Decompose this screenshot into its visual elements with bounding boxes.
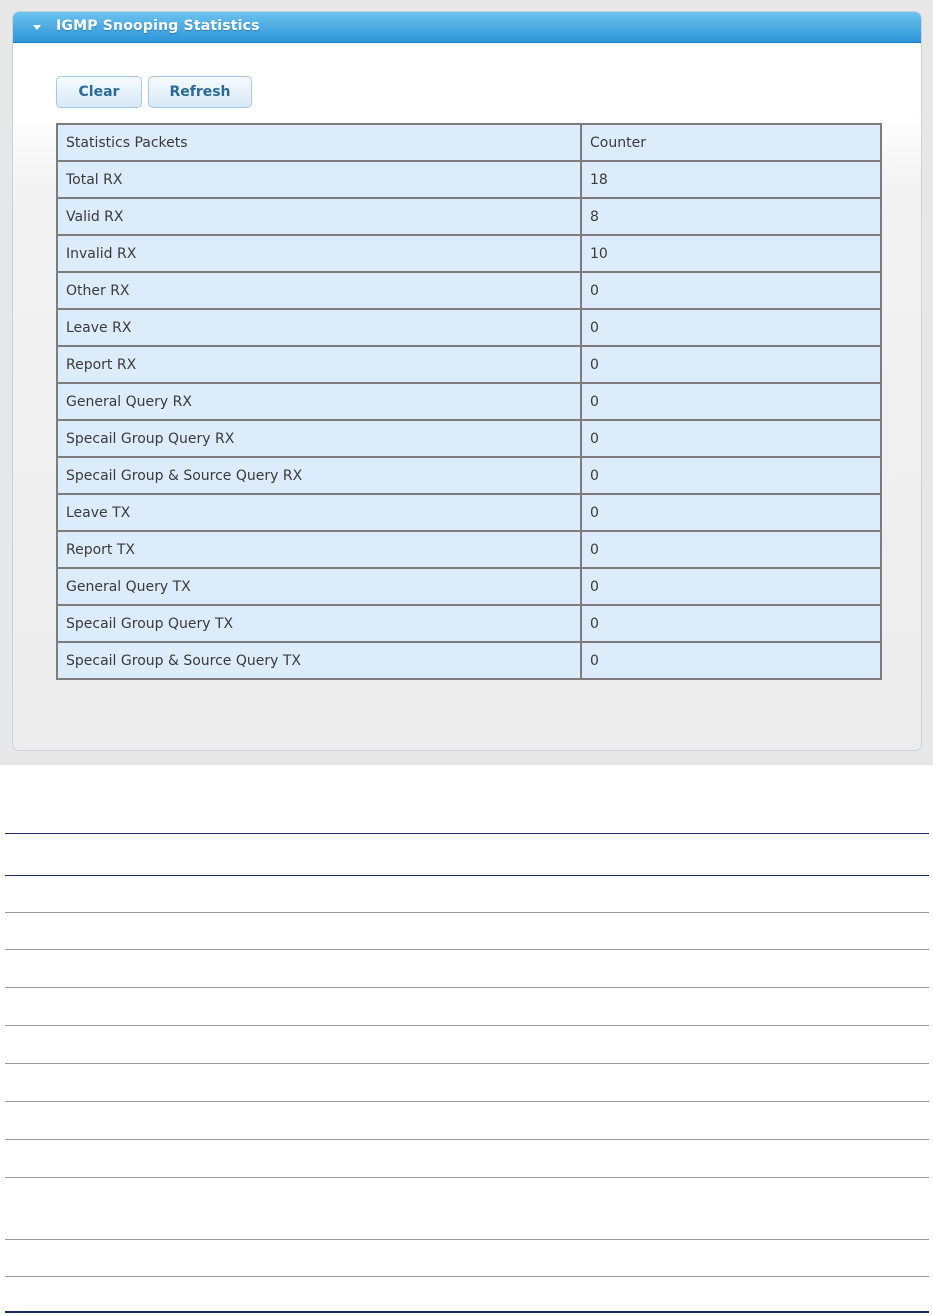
table-row xyxy=(57,457,881,494)
table-row xyxy=(57,346,881,383)
doc-table-row-rule xyxy=(5,912,929,913)
row-value: 10 xyxy=(581,235,881,272)
row-value: 18 xyxy=(581,161,881,198)
row-value: 0 xyxy=(581,605,881,642)
row-label: General Query RX xyxy=(57,383,581,420)
row-label: Specail Group & Source Query TX xyxy=(57,642,581,679)
doc-table-row-rule xyxy=(5,1025,929,1026)
row-value: 0 xyxy=(581,642,881,679)
refresh-button[interactable]: Refresh xyxy=(148,76,252,108)
table-row xyxy=(57,309,881,346)
doc-table-row-rule xyxy=(5,1139,929,1140)
row-value: 0 xyxy=(581,494,881,531)
row-value: 0 xyxy=(581,272,881,309)
doc-table-row-rule xyxy=(5,949,929,950)
column-header-counter: Counter xyxy=(581,124,881,161)
panel-body xyxy=(13,43,921,750)
panel-header[interactable] xyxy=(13,12,921,43)
doc-table-top-rule xyxy=(5,833,929,834)
row-label: Invalid RX xyxy=(57,235,581,272)
row-label: Specail Group Query TX xyxy=(57,605,581,642)
doc-table-row-rule xyxy=(5,1063,929,1064)
doc-table-row-rule xyxy=(5,1177,929,1178)
table-row xyxy=(57,642,881,679)
row-value: 8 xyxy=(581,198,881,235)
doc-table-row-rule xyxy=(5,1239,929,1240)
row-label: Other RX xyxy=(57,272,581,309)
doc-table-row-rule xyxy=(5,1101,929,1102)
table-header-row xyxy=(57,124,881,161)
table-row xyxy=(57,272,881,309)
row-label: Report RX xyxy=(57,346,581,383)
table-row xyxy=(57,420,881,457)
table-row xyxy=(57,605,881,642)
row-label: Leave TX xyxy=(57,494,581,531)
row-value: 0 xyxy=(581,568,881,605)
table-row xyxy=(57,531,881,568)
doc-table-bottom-rule xyxy=(5,1311,929,1313)
column-header-statistics-packets: Statistics Packets xyxy=(57,124,581,161)
row-value: 0 xyxy=(581,383,881,420)
doc-table-row-rule xyxy=(5,987,929,988)
table-row xyxy=(57,383,881,420)
row-label: Specail Group & Source Query RX xyxy=(57,457,581,494)
row-value: 0 xyxy=(581,309,881,346)
table-row xyxy=(57,494,881,531)
doc-table-header-rule xyxy=(5,875,929,876)
row-label: Valid RX xyxy=(57,198,581,235)
row-label: Leave RX xyxy=(57,309,581,346)
table-row xyxy=(57,568,881,605)
row-value: 0 xyxy=(581,531,881,568)
collapse-triangle-icon[interactable] xyxy=(33,25,41,30)
row-value: 0 xyxy=(581,420,881,457)
row-label: Total RX xyxy=(57,161,581,198)
doc-table-row-rule xyxy=(5,1276,929,1277)
table-row xyxy=(57,235,881,272)
table-row xyxy=(57,161,881,198)
row-label: Specail Group Query RX xyxy=(57,420,581,457)
statistics-table xyxy=(56,123,882,680)
row-value: 0 xyxy=(581,346,881,383)
row-label: General Query TX xyxy=(57,568,581,605)
panel-title: IGMP Snooping Statistics xyxy=(56,18,260,34)
row-value: 0 xyxy=(581,457,881,494)
igmp-statistics-panel xyxy=(12,11,922,751)
row-label: Report TX xyxy=(57,531,581,568)
table-row xyxy=(57,198,881,235)
clear-button[interactable]: Clear xyxy=(56,76,142,108)
